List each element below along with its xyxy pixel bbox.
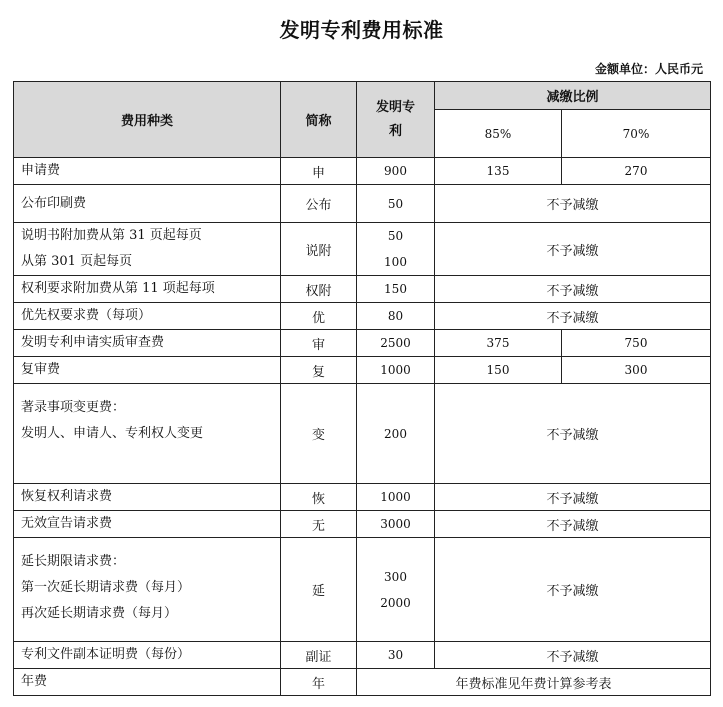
fee-name: 年费: [14, 669, 281, 696]
fee-name: [14, 223, 281, 276]
header-amount-line1: 发明专: [375, 99, 415, 115]
table-row: [14, 357, 711, 384]
fee-abbr: 副证: [281, 642, 357, 669]
table-row: [14, 538, 711, 642]
fee-name: 公布印刷费: [14, 185, 281, 223]
fee-r85: 150: [435, 357, 562, 384]
fee-amount: 2500: [357, 330, 435, 357]
fee-abbr: 延: [281, 538, 357, 642]
fee-amount-line1: 300: [384, 569, 407, 584]
fee-note: 不予减缴: [435, 223, 711, 276]
fee-r70: 270: [562, 158, 711, 185]
header-reduction: 减缴比例: [435, 82, 711, 110]
fee-amount: 900: [357, 158, 435, 185]
fee-amount: 80: [357, 303, 435, 330]
header-abbr: 简称: [281, 82, 357, 158]
table-row: [14, 223, 711, 276]
header-rate-70: 70%: [562, 110, 711, 158]
fee-abbr: 复: [281, 357, 357, 384]
fee-name-line1: 延长期限请求费：: [21, 554, 126, 569]
fee-abbr: 权附: [281, 276, 357, 303]
fee-note: 不予减缴: [435, 642, 711, 669]
fee-abbr: 优: [281, 303, 357, 330]
fee-amount: [357, 223, 435, 276]
header-category: 费用种类: [14, 82, 281, 158]
fee-name-line2: 从第 301 页起每页: [21, 254, 133, 269]
fee-amount: 200: [357, 384, 435, 484]
fee-name: 申请费: [14, 158, 281, 185]
fee-amount: 30: [357, 642, 435, 669]
table-row: [14, 384, 711, 484]
fee-abbr: 审: [281, 330, 357, 357]
fee-amount: 50: [357, 185, 435, 223]
fee-r85: 375: [435, 330, 562, 357]
fee-abbr: 年: [281, 669, 357, 696]
fee-amount: 1000: [357, 484, 435, 511]
fee-abbr: 变: [281, 384, 357, 484]
fee-table: [13, 81, 711, 696]
fee-note: 不予减缴: [435, 384, 711, 484]
fee-note: 不予减缴: [435, 185, 711, 223]
fee-name: [14, 384, 281, 484]
table-row: [14, 185, 711, 223]
fee-name-line2: 第一次延长期请求费（每月）: [21, 580, 191, 595]
fee-name: 恢复权利请求费: [14, 484, 281, 511]
header-rate-85: 85%: [435, 110, 562, 158]
table-row: [14, 158, 711, 185]
currency-unit: 金额单位：人民币元: [594, 62, 703, 76]
fee-name-line3: 再次延长期请求费（每月）: [21, 606, 178, 621]
fee-name: 复审费: [14, 357, 281, 384]
header-amount: [357, 82, 435, 158]
fee-note: 不予减缴: [435, 484, 711, 511]
fee-r70: 300: [562, 357, 711, 384]
fee-name: 专利文件副本证明费（每份）: [14, 642, 281, 669]
fee-note: 不予减缴: [435, 538, 711, 642]
fee-r85: 135: [435, 158, 562, 185]
fee-amount: 3000: [357, 511, 435, 538]
fee-note: 不予减缴: [435, 511, 711, 538]
fee-abbr: 无: [281, 511, 357, 538]
fee-name: 优先权要求费（每项）: [14, 303, 281, 330]
table-row: [14, 511, 711, 538]
fee-abbr: 恢: [281, 484, 357, 511]
fee-name: 权利要求附加费从第 11 项起每项: [14, 276, 281, 303]
fee-abbr: 说附: [281, 223, 357, 276]
fee-name: 发明专利申请实质审查费: [14, 330, 281, 357]
fee-r70: 750: [562, 330, 711, 357]
fee-amount-line1: 50: [387, 229, 404, 243]
fee-amount: [357, 538, 435, 642]
header-amount-line2: 利: [388, 123, 402, 139]
table-row: [14, 330, 711, 357]
table-row: [14, 642, 711, 669]
table-row: [14, 669, 711, 696]
fee-amount-line2: 100: [384, 255, 407, 269]
table-row: [14, 276, 711, 303]
fee-name-line1: 著录事项变更费：: [21, 400, 126, 415]
fee-name: 无效宣告请求费: [14, 511, 281, 538]
fee-name-line2: 发明人、申请人、专利权人变更: [21, 426, 204, 441]
fee-amount: 150: [357, 276, 435, 303]
fee-name: [14, 538, 281, 642]
table-row: [14, 484, 711, 511]
page-title: 发明专利费用标准: [279, 18, 444, 42]
fee-amount-line2: 2000: [380, 595, 411, 610]
fee-amount: 1000: [357, 357, 435, 384]
fee-note: 不予减缴: [435, 276, 711, 303]
fee-note: 不予减缴: [435, 303, 711, 330]
table-row: [14, 303, 711, 330]
fee-abbr: 公布: [281, 185, 357, 223]
header-row: [14, 82, 711, 110]
fee-name-line1: 说明书附加费从第 31 页起每页: [21, 228, 202, 243]
fee-note: 年费标准见年费计算参考表: [357, 669, 711, 696]
fee-abbr: 申: [281, 158, 357, 185]
